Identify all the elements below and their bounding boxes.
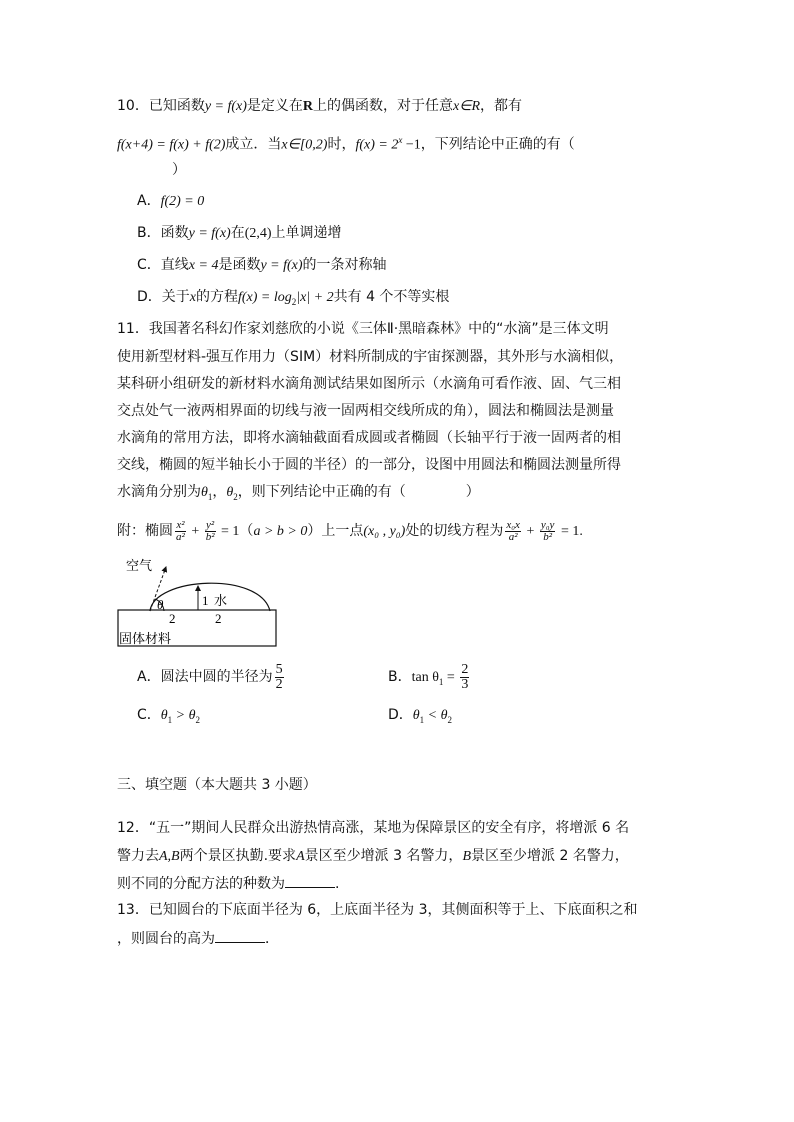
water-drop-diagram [110,555,285,650]
option-text: 圆法中圆的半径为 [160,669,273,685]
air-label: 空气 [126,559,153,574]
q11-option-a [137,662,286,692]
q11-line1: 11．我国著名科幻作家刘慈欣的小说《三体Ⅱ·黑暗森林》中的“水滴”是三体文明 [117,321,609,337]
q10-text: 成立．当 [225,136,282,153]
q11-math: + [522,524,538,539]
numerator: x₀x [506,518,520,531]
q12-text: 则不同的分配方法的种数为 [117,876,285,892]
denominator: b² [543,530,553,543]
q11-line4: 交点处气一液两相界面的切线与液一固两相交线所成的角），圆法和椭圆法是测量 [117,403,614,419]
q11-line3: 某科研小组研发的新材料水滴角测试结果如图所示（水滴角可看作液、固、气三相 [117,376,621,392]
q13-line1: 13．已知圆台的下底面半径为 6，上底面半径为 3，其侧面积等于上、下底面积之和 [117,902,638,918]
option-math: |x| + 2 [296,290,334,305]
option-math: x [189,290,196,305]
q11-math: 1 [207,491,213,502]
q10-option-a [137,191,204,212]
option-math: f(2) = 0 [160,194,205,209]
fraction [540,520,556,543]
option-label: A． [137,669,161,685]
option-label: C． [137,257,161,273]
numerator: y² [206,518,215,531]
q12-text: 景区至少增派 3 名警力， [304,848,463,864]
q10-math: x∈[0,2) [281,137,328,153]
q11-line2: 使用新型材料-强互作用力（SIM）材料所制成的宇宙探测器，其外形与水滴相似， [117,349,624,365]
option-label: A． [137,193,161,209]
denominator: b² [205,530,215,543]
q12-math: A,B [159,849,180,864]
q11-math: θ [226,485,234,500]
option-math: = [443,670,459,685]
numerator: y₀y [540,518,555,531]
fraction [205,520,216,543]
q11-text: ） [465,484,480,500]
option-math: f(x) = log [238,290,292,305]
q10-text: ，下列结论中正确的有（ [420,136,575,153]
height-label: 1 [202,593,209,608]
q10-math: y = f(x) [204,99,247,114]
q11-math: 2 [233,491,238,502]
option-math: (2,4) [244,226,272,241]
option-math: θ [412,708,420,723]
option-math: y = f(x) [188,226,231,241]
q12-text: . [335,876,340,892]
theta-label: θ [157,597,164,612]
q10-math: f(x) = 2 [355,137,399,153]
denominator: a² [508,530,518,543]
option-text: 的方程 [196,289,238,305]
option-text: 上单调递增 [271,225,342,241]
option-math: tan θ [411,670,439,685]
fraction [460,663,469,692]
q10-math: f(x+4) = f(x) + f(2) [117,137,226,153]
section-title: 三、填空题（本大题共 3 小题） [117,777,317,793]
q10-option-d [137,287,449,312]
q12-text: 两个景区执勤.要求 [179,848,297,864]
option-text: 在 [230,225,245,241]
q11-appendix [117,516,583,547]
q10-text: ） [172,162,186,178]
q11-math: + [187,524,203,539]
q10-line1 [117,96,522,117]
q11-text: 附：椭圆 [117,523,173,539]
fraction [175,520,186,543]
q11-text: ，则下列结论中正确的有（ [237,484,406,500]
q11-math: θ [201,485,208,500]
option-math: y = f(x) [260,258,303,273]
q10-text: 已知函数 [148,98,205,114]
numerator: x² [176,518,185,531]
numerator: 2 [461,661,469,677]
q11-text: 处的切线方程为 [405,523,504,539]
q10-number: 10． [117,98,149,114]
left-width-label: 2 [169,611,176,626]
answer-blank[interactable] [285,873,335,888]
q10-text: 上的偶函数，对于任意 [313,98,454,114]
option-math: 2 [447,714,452,725]
q12-line3 [117,873,339,894]
solid-label: 固体材料 [119,632,172,647]
denominator: a² [176,530,185,543]
answer-blank[interactable] [215,928,265,943]
q11-text: ）上一点 [307,523,364,539]
drop-arc [150,583,270,611]
q11-math: = 1. [557,524,583,539]
q10-math: x∈R [453,99,481,114]
denominator: 3 [461,676,469,692]
q11-line5: 水滴角的常用方法，即将水滴轴截面看成圆或者椭圆（长轴平行于液一固两者的相 [117,430,621,446]
option-math: 2 [195,714,200,725]
q12-text: 警力去 [117,848,159,864]
q10-math: R [302,99,314,114]
q12-line1: 12．“五一”期间人民群众出游热情高涨，某地为保障景区的安全有序，将增派 6 名 [117,820,630,836]
option-math: > θ [172,708,196,723]
option-text: 关于 [161,289,190,305]
q10-text: 时， [327,136,356,153]
q10-math: x [398,135,403,145]
numerator: 5 [275,661,283,677]
option-label: C． [137,707,161,723]
fraction [275,663,284,692]
option-text: 的一条对称轴 [302,257,387,273]
q10-text: 是定义在 [246,98,303,114]
denominator: 2 [275,676,283,692]
q11-option-c [137,705,200,730]
option-label: B． [137,225,161,241]
option-math: < θ [424,708,448,723]
option-math: 1 [438,676,444,687]
q11-option-d [388,705,452,730]
q12-line2 [117,846,629,867]
q10-option-c [137,255,387,276]
q12-text: 景区至少增派 2 名警力， [471,848,629,864]
q10-line3 [172,160,186,180]
q11-math: a > b > 0 [253,524,308,539]
q11-line7 [117,482,480,507]
q11-text: ， [212,484,227,500]
q11-math: = 1（ [217,524,254,539]
q12-math: B [462,849,471,864]
option-label: D． [388,707,413,723]
option-math: 1 [419,714,425,725]
q13-text: ． [265,931,279,947]
option-text: 是函数 [218,257,261,273]
q10-line2 [117,130,575,156]
q13-text: ，则圆台的高为 [117,931,215,947]
q10-math: −1 [402,137,421,153]
q10-option-b [137,223,342,244]
option-label: B． [388,669,412,685]
option-math: 1 [167,714,173,725]
option-math: 2 [291,296,297,307]
q11-text: 水滴角分别为 [117,484,201,500]
q11-line6: 交线，椭圆的短半轴长小于圆的半径）的一部分，设图中用圆法和椭圆法测量所得 [117,457,621,473]
right-width-label: 2 [215,611,222,626]
q13-line2 [117,928,279,949]
option-math: θ [160,708,168,723]
water-label: 水 [214,594,228,609]
q11-option-b [388,662,471,697]
q12-math: A [296,849,305,864]
option-text: 直线 [160,257,189,273]
q11-math: (x₀ , y₀) [363,524,406,539]
option-text: 共有 4 个不等实根 [333,289,450,305]
option-math: x = 4 [188,258,219,273]
q10-text: ，都有 [480,98,523,114]
fraction [505,520,521,543]
option-text: 函数 [160,225,189,241]
option-label: D． [137,289,162,305]
